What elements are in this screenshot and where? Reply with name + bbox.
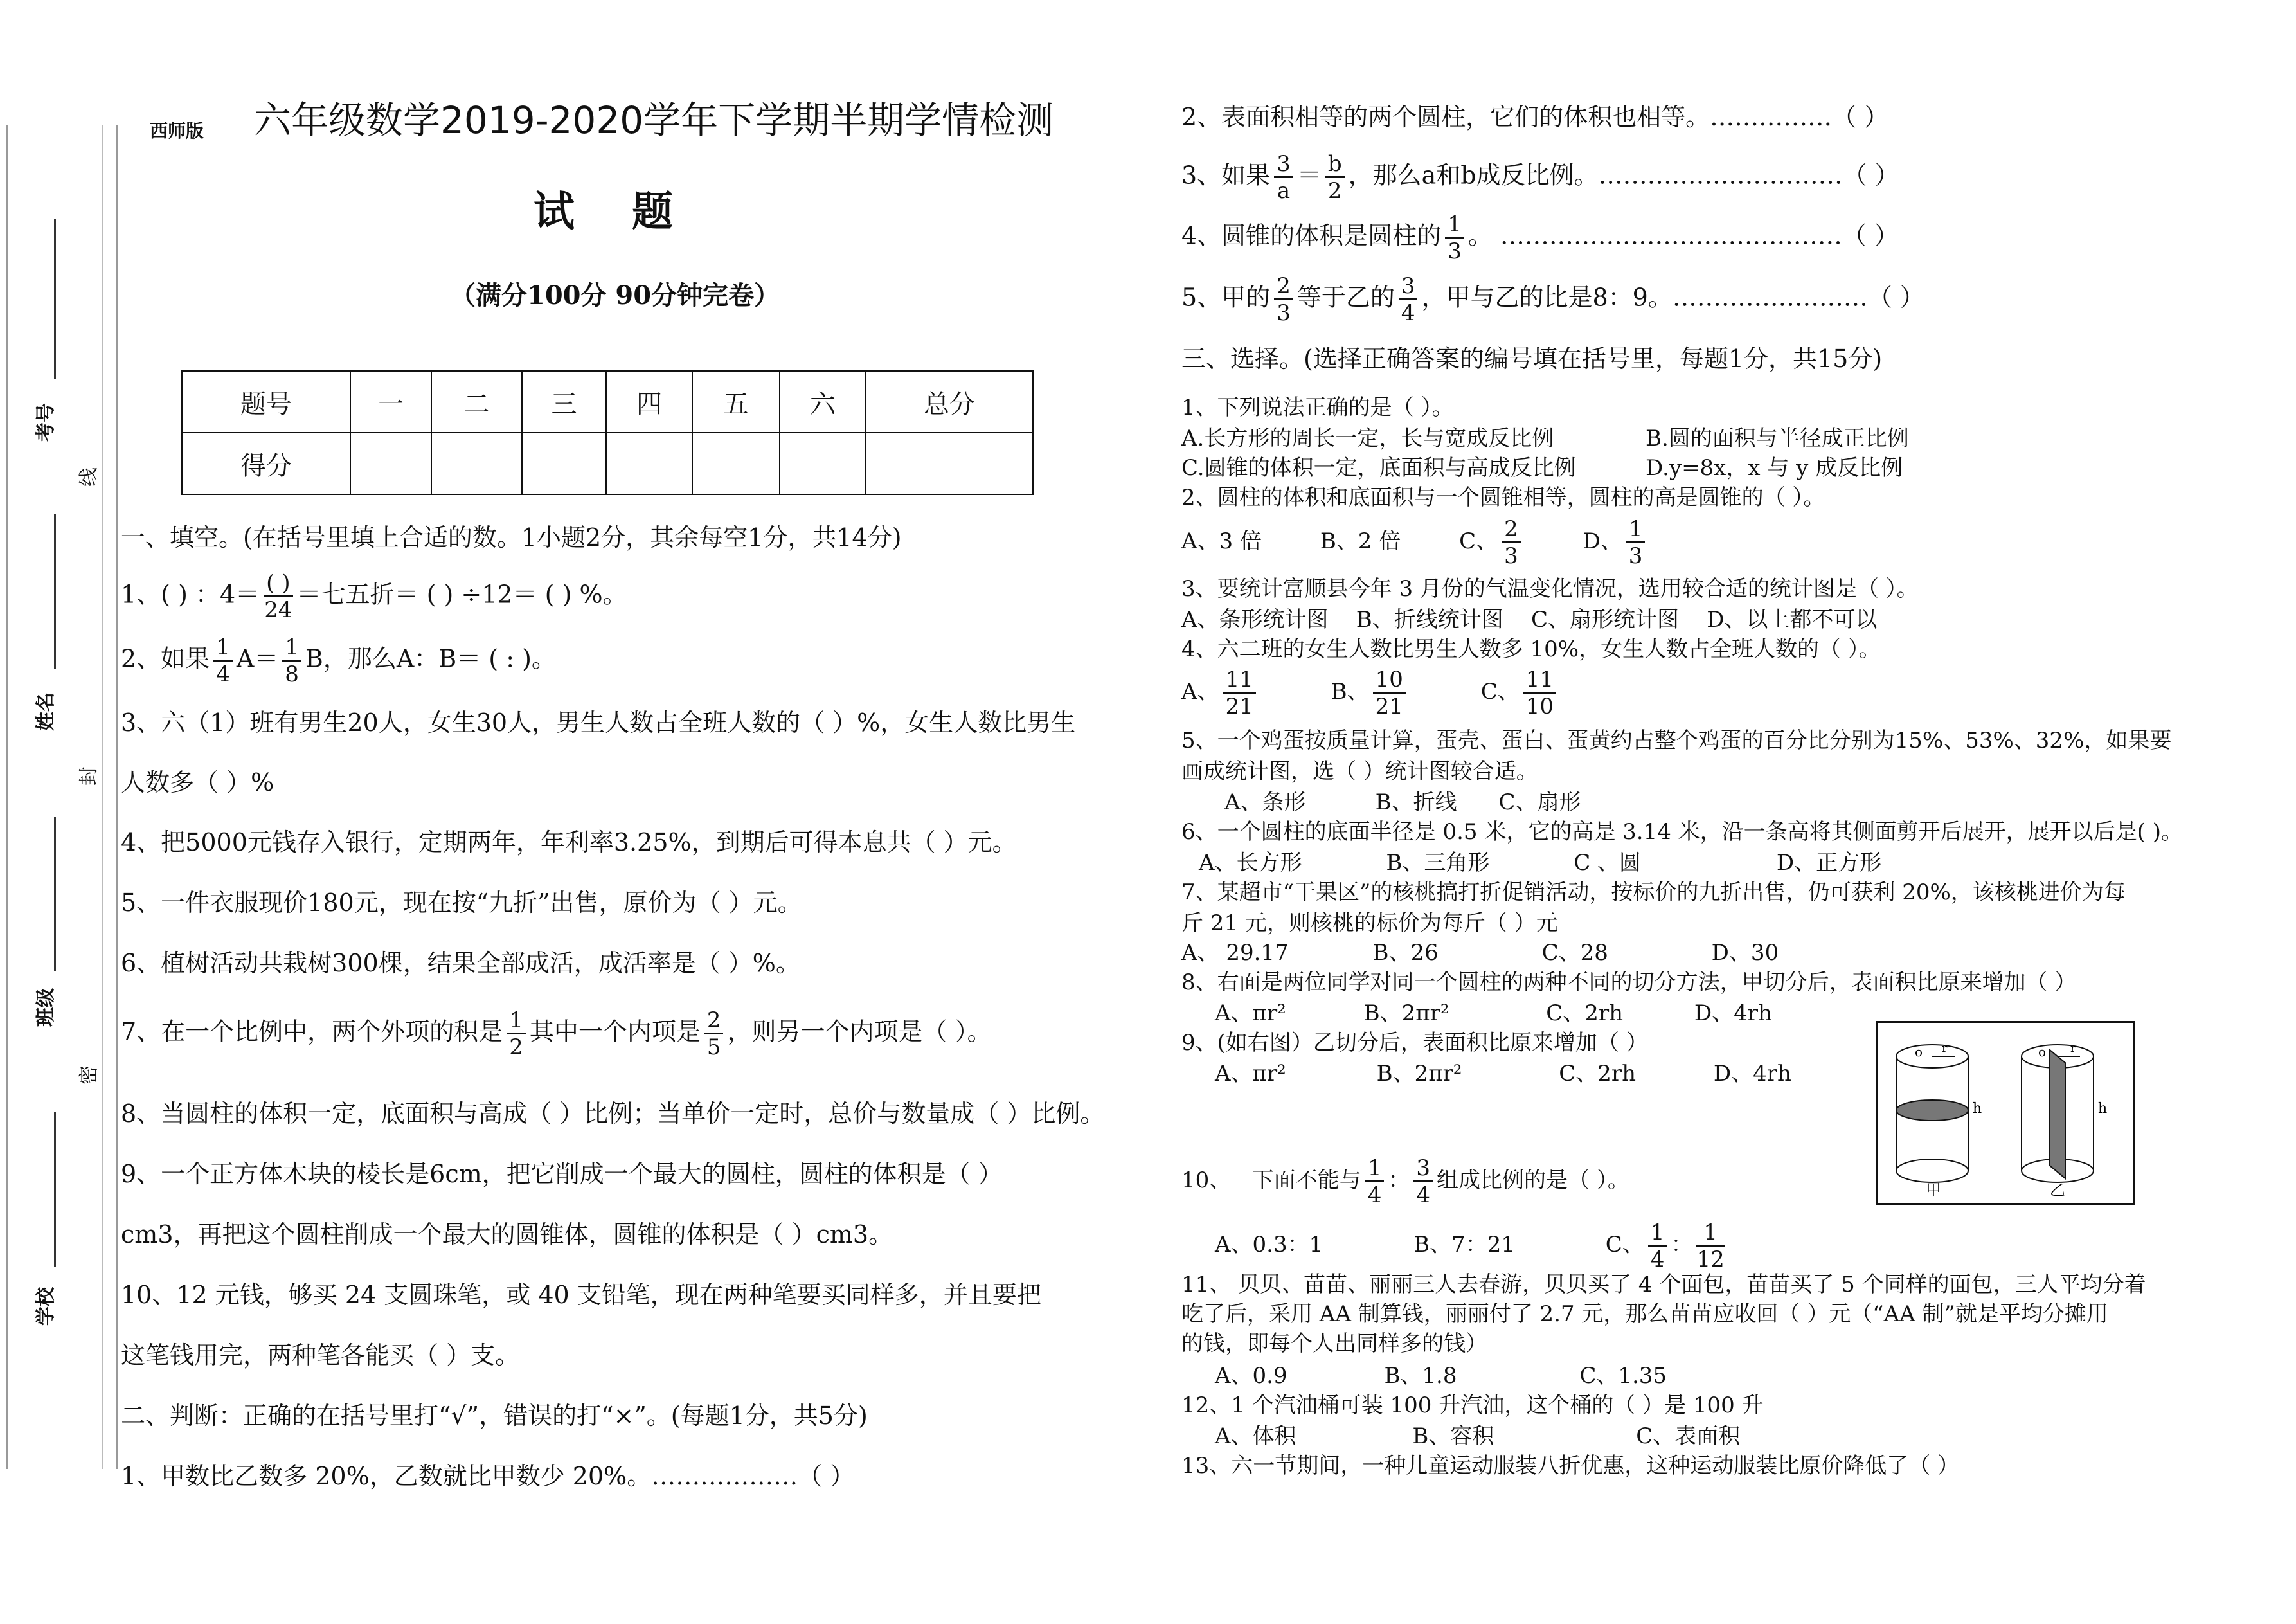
page-title: 六年级数学2019-2020学年下学期半期学情检测 <box>254 98 1054 142</box>
s1-q7-fraction-2 <box>704 1009 724 1058</box>
s1-q2-fraction-2 <box>282 636 301 685</box>
s3-q6-option-d: D、正方形 <box>1776 850 1882 876</box>
binding-label-exam-no: 考号 <box>35 403 57 442</box>
s3-q9-option-d: D、4rh <box>1713 1061 1791 1087</box>
exam-no-blank-line <box>54 219 56 379</box>
edition-label: 西师版 <box>150 120 204 141</box>
s1-q5: 5、一件衣服现价180元，现在按“九折”出售，原价为（ ）元。 <box>121 889 802 917</box>
fraction-numerator: 3 <box>1413 1157 1433 1182</box>
s3-q10-part-c: 组成比例的是（ ）。 <box>1436 1168 1629 1193</box>
s3-q6: 6、一个圆柱的底面半径是 0.5 米，它的高是 3.14 米，沿一条高将其侧面剪开后展开，展开以后是( )。 <box>1181 819 2183 845</box>
binding-label-class: 班级 <box>35 988 57 1027</box>
fraction-numerator: 11 <box>1223 669 1256 694</box>
s3-q7-option-d: D、30 <box>1711 940 1779 966</box>
fraction-denominator: 4 <box>1367 1182 1382 1208</box>
page-subtitle: （满分100分 90分钟完卷） <box>450 280 780 311</box>
page-title-line2: 试 题 <box>534 188 674 236</box>
s3-q1-option-c: C.圆锥的体积一定，底面积与高成反比例 <box>1181 455 1576 481</box>
s3-q4-option-b: B、 <box>1331 679 1369 705</box>
s2-q1: 1、甲数比乙数多 20%，乙数就比甲数少 20%。………………（ ） <box>121 1462 855 1490</box>
s3-q2-option-c: C、 <box>1459 528 1498 554</box>
s3-q11-line3: 的钱，即每个人出同样多的钱） <box>1181 1331 1487 1357</box>
s3-q10-option-c-fraction-1 <box>1648 1222 1667 1270</box>
s3-q9-option-b: B、2πr² <box>1376 1061 1462 1087</box>
s3-q4-option-a: A、 <box>1181 679 1219 705</box>
s3-q10-option-c-fraction-2 <box>1696 1222 1724 1270</box>
s1-q10-line1: 10、12 元钱，够买 24 支圆珠笔，或 40 支铅笔，现在两种笔要买同样多，并且要把 <box>121 1281 1041 1309</box>
fraction-numerator: 1 <box>507 1009 526 1034</box>
fraction-denominator: 10 <box>1525 694 1554 719</box>
s3-q5-options: A、条形 B、折线 C、扇形 <box>1224 789 1581 815</box>
fraction-numerator: 3 <box>1399 275 1418 300</box>
cylinder-cut-figure <box>1876 1021 2135 1205</box>
fraction-numerator: ( ) <box>264 572 292 597</box>
score-cell[interactable] <box>522 433 606 494</box>
s1-q4: 4、把5000元钱存入银行，定期两年，年利率3.25%，到期后可得本息共（ ）元。 <box>121 828 1017 856</box>
fraction-denominator: 4 <box>1416 1182 1430 1208</box>
s3-q4: 4、六二班的女生人数比男生人数多 10%，女生人数占全班人数的（ ）。 <box>1181 636 1881 662</box>
s2-q3-part-b: ＝ <box>1296 161 1322 190</box>
s3-q6-option-a: A、长方形 <box>1199 850 1302 876</box>
s3-q11-option-c: C、1.35 <box>1579 1363 1667 1389</box>
section1-title: 一、填空。(在括号里填上合适的数。1小题2分，其余每空1分，共14分) <box>121 523 902 552</box>
s3-q13: 13、六一节期间，一种儿童运动服装八折优惠，这种运动服装比原价降低了（ ） <box>1181 1453 1960 1479</box>
fraction-numerator: 2 <box>704 1009 724 1034</box>
s1-q7 <box>121 1009 992 1058</box>
s3-q11-line2: 吃了后，采用 AA 制算钱，丽丽付了 2.7 元，那么苗苗应收回（ ）元（“AA 制”就是平均分摊用 <box>1181 1301 2108 1327</box>
binding-label-name: 姓名 <box>35 692 57 731</box>
fraction-numerator: 1 <box>1445 213 1464 239</box>
s1-q1-part-b: ＝七五折＝ ( ) ÷12＝ ( ) %。 <box>296 580 627 609</box>
s1-q7-part-a: 7、在一个比例中，两个外项的积是 <box>121 1017 503 1046</box>
fraction-numerator: 1 <box>1626 518 1646 543</box>
s3-q8-option-c: C、2rh <box>1546 1000 1624 1026</box>
score-table-header-row <box>182 371 1033 433</box>
s3-q1-option-d: D.y=8x，x 与 y 成反比例 <box>1646 455 1903 481</box>
s3-q3: 3、要统计富顺县今年 3 月份的气温变化情况，选用较合适的统计图是（ ）。 <box>1181 576 1919 602</box>
score-cell[interactable] <box>350 433 431 494</box>
center-label: o <box>1915 1044 1923 1060</box>
s3-q7-line1: 7、某超市“干果区”的核桃搞打折促销活动，按标价的九折出售，仍可获利 20%，该核桃进价为每 <box>1181 880 2126 905</box>
binding-border-inner <box>116 125 118 1469</box>
score-header-cell: 三 <box>522 371 606 433</box>
horizontal-cut-section <box>1896 1100 1968 1121</box>
s3-q4-option-a-fraction <box>1223 669 1256 717</box>
s3-q2-option-b: B、2 倍 <box>1320 528 1401 554</box>
s3-q1-option-b: B.圆的面积与半径成正比例 <box>1646 426 1909 451</box>
s1-q1 <box>121 572 627 621</box>
s2-q5 <box>1181 275 1924 324</box>
radius-label: r <box>2070 1042 2076 1055</box>
s3-q10-option-a: A、0.3：1 <box>1215 1232 1323 1258</box>
s2-q3 <box>1181 153 1899 202</box>
fraction-denominator: 21 <box>1225 694 1253 719</box>
s3-q10 <box>1181 1157 1629 1206</box>
cylinder-bottom-ellipse <box>1896 1159 1968 1182</box>
s1-q3-line1: 3、六（1）班有男生20人，女生30人，男生人数占全班人数的（ ）%，女生人数比男生 <box>121 708 1076 737</box>
s3-q9-options <box>1215 1060 1791 1088</box>
s3-q2-option-d: D、 <box>1583 528 1622 554</box>
s3-q3-options: A、条形统计图 B、折线统计图 C、扇形统计图 D、以上都不可以 <box>1181 607 1878 633</box>
s3-q8-option-d: D、4rh <box>1694 1000 1772 1026</box>
s3-q10-options <box>1215 1222 1728 1270</box>
score-header-cell: 一 <box>350 371 431 433</box>
s3-q5-line1: 5、一个鸡蛋按质量计算，蛋壳、蛋白、蛋黄约占整个鸡蛋的百分比分别为15%、53%、32%，如果要 <box>1181 728 2172 753</box>
score-header-cell: 四 <box>606 371 692 433</box>
fraction-numerator: 2 <box>1274 275 1293 300</box>
s3-q8: 8、右面是两位同学对同一个圆柱的两种不同的切分方法，甲切分后，表面积比原来增加（ ） <box>1181 970 2077 995</box>
s1-q10-line2: 这笔钱用完，两种笔各能买（ ）支。 <box>121 1341 520 1369</box>
s3-q10-option-c: C、 <box>1605 1232 1644 1258</box>
fraction-numerator: 11 <box>1523 669 1556 694</box>
height-label: h <box>2098 1101 2108 1117</box>
s3-q7-option-c: C、28 <box>1541 940 1608 966</box>
s3-q12-option-c: C、表面积 <box>1636 1423 1741 1449</box>
s3-q11-option-a: A、0.9 <box>1215 1363 1287 1389</box>
fraction-denominator: 4 <box>1401 300 1415 326</box>
s1-q7-part-c: ，则另一个内项是（ ）。 <box>727 1017 992 1046</box>
s3-q6-options <box>1199 849 1881 877</box>
s1-q2-part-a: 2、如果 <box>121 644 210 673</box>
binding-label-school: 学校 <box>35 1287 57 1326</box>
radius-label: r <box>1942 1042 1948 1055</box>
fraction-denominator: a <box>1277 178 1291 204</box>
fraction-denominator: 21 <box>1375 694 1403 719</box>
fraction-numerator: b <box>1325 153 1345 178</box>
s2-q3-part-c: ，那么a和b成反比例。…………………………（ ） <box>1348 161 1899 190</box>
score-header-cell: 题号 <box>182 371 350 433</box>
fraction-denominator: 8 <box>285 662 299 687</box>
fraction-denominator: 4 <box>216 662 230 687</box>
s3-q8-option-a: A、πr² <box>1215 1000 1286 1026</box>
s1-q2-part-c: B，那么A：B＝ ( : )。 <box>305 644 556 673</box>
fraction-numerator: 2 <box>1502 518 1521 543</box>
score-header-cell: 总分 <box>866 371 1033 433</box>
s3-q9-option-c: C、2rh <box>1559 1061 1637 1087</box>
score-cell[interactable] <box>692 433 780 494</box>
figure-label-jia: 甲 <box>1926 1181 1941 1199</box>
s3-q4-options <box>1181 669 1560 717</box>
s3-q12-option-a: A、体积 <box>1215 1423 1296 1449</box>
s2-q3-fraction-1 <box>1274 153 1293 202</box>
fraction-numerator: 1 <box>1648 1222 1667 1247</box>
s3-q1: 1、下列说法正确的是（ ）。 <box>1181 395 1454 420</box>
s2-q4-fraction <box>1445 213 1464 262</box>
s1-q1-fraction <box>264 572 292 621</box>
s2-q5-part-b: 等于乙的 <box>1296 283 1395 312</box>
s3-q10-option-b: B、7：21 <box>1413 1232 1515 1258</box>
s1-q9-line1: 9、一个正方体木块的棱长是6cm，把它削成一个最大的圆柱，圆柱的体积是（ ） <box>121 1160 1003 1188</box>
s3-q12: 12、1 个汽油桶可装 100 升汽油，这个桶的（ ）是 100 升 <box>1181 1393 1764 1418</box>
fraction-denominator: 4 <box>1650 1247 1665 1272</box>
fraction-denominator: 2 <box>509 1034 523 1060</box>
name-blank-line <box>54 514 56 669</box>
s3-q7-line2: 斤 21 元，则核桃的标价为每斤（ ）元 <box>1181 910 1558 936</box>
s1-q2 <box>121 636 556 685</box>
s3-q10-fraction-2 <box>1413 1157 1433 1206</box>
class-blank-line <box>54 817 56 971</box>
s3-q2-option-c-fraction <box>1502 518 1521 567</box>
s3-q10-fraction-1 <box>1365 1157 1385 1206</box>
s2-q4 <box>1181 213 1899 262</box>
fraction-numerator: 1 <box>1365 1157 1385 1182</box>
s2-q5-fraction-1 <box>1274 275 1293 324</box>
binding-cut-line <box>102 125 103 1469</box>
fraction-numerator: 1 <box>213 636 233 662</box>
center-label: o <box>2038 1044 2047 1060</box>
s2-q5-part-a: 5、甲的 <box>1181 283 1271 312</box>
section3-title: 三、选择。(选择正确答案的编号填在括号里，每题1分，共15分) <box>1181 345 1883 373</box>
s3-q11-options <box>1215 1362 1667 1390</box>
section2-title: 二、判断：正确的在括号里打“√”，错误的打“×”。(每题1分，共5分) <box>121 1402 868 1430</box>
fraction-denominator: 5 <box>706 1034 721 1060</box>
s1-q3-line2: 人数多（ ）% <box>121 768 274 797</box>
s3-q2-option-a: A、3 倍 <box>1181 528 1262 554</box>
fraction-denominator: 3 <box>1448 239 1462 264</box>
s1-q9-line2: cm3，再把这个圆柱削成一个最大的圆锥体，圆锥的体积是（ ）cm3。 <box>121 1220 893 1249</box>
binding-mark-secret: 密 <box>78 1065 100 1085</box>
fraction-numerator: 10 <box>1373 669 1406 694</box>
fraction-denominator: 12 <box>1696 1247 1725 1272</box>
s3-q9: 9、(如右图）乙切分后，表面积比原来增加（ ） <box>1181 1030 1648 1056</box>
fraction-denominator: 2 <box>1327 178 1342 204</box>
binding-border-outer <box>6 125 8 1469</box>
s3-q2: 2、圆柱的体积和底面积与一个圆锥相等，圆柱的高是圆锥的（ ）。 <box>1181 485 1825 510</box>
s2-q4-part-a: 4、圆锥的体积是圆柱的 <box>1181 221 1442 250</box>
s3-q6-option-c: C 、圆 <box>1574 850 1642 876</box>
fraction-denominator: 24 <box>264 597 292 623</box>
s1-q6: 6、植树活动共栽树300棵，结果全部成活，成活率是（ ）%。 <box>121 949 800 977</box>
s3-q4-option-b-fraction <box>1373 669 1406 717</box>
s3-q1-option-a: A.长方形的周长一定，长与宽成反比例 <box>1181 426 1554 451</box>
cylinders-svg <box>1878 1023 2133 1203</box>
binding-mark-line: 线 <box>78 467 100 487</box>
s3-q12-option-b: B、容积 <box>1412 1423 1494 1449</box>
s1-q7-part-b: 其中一个内项是 <box>529 1017 701 1046</box>
fraction-numerator: 3 <box>1274 153 1293 178</box>
score-table <box>181 370 1034 495</box>
s2-q3-part-a: 3、如果 <box>1181 161 1271 190</box>
s3-q6-option-b: B、三角形 <box>1386 850 1490 876</box>
s3-q2-options <box>1181 518 1649 567</box>
s3-q4-option-c: C、 <box>1480 679 1520 705</box>
s1-q7-fraction-1 <box>507 1009 526 1058</box>
score-header-cell: 二 <box>431 371 522 433</box>
s2-q5-part-c: ，甲与乙的比是8：9。……………………（ ） <box>1421 283 1924 312</box>
score-cell[interactable] <box>866 433 1033 494</box>
s2-q4-part-b: 。 ……………………………………（ ） <box>1467 221 1899 250</box>
score-cell[interactable] <box>606 433 692 494</box>
score-table-score-row <box>182 433 1033 494</box>
vertical-cut-section <box>2050 1050 2065 1178</box>
fraction-numerator: 1 <box>1696 1222 1724 1247</box>
s1-q8: 8、当圆柱的体积一定，底面积与高成（ ）比例；当单价一定时，总价与数量成（ ）比例。 <box>121 1099 1105 1128</box>
s2-q2: 2、表面积相等的两个圆柱，它们的体积也相等。……………（ ） <box>1181 103 1889 131</box>
s3-q2-option-d-fraction <box>1626 518 1646 567</box>
s3-q5-line2: 画成统计图，选（ ）统计图较合适。 <box>1181 759 1538 784</box>
s1-q2-part-b: A＝ <box>236 644 279 673</box>
fraction-numerator: 1 <box>282 636 301 662</box>
s3-q9-option-a: A、πr² <box>1215 1061 1286 1087</box>
s2-q3-fraction-2 <box>1325 153 1345 202</box>
score-cell[interactable] <box>431 433 522 494</box>
binding-mark-seal: 封 <box>78 766 100 786</box>
s1-q1-part-a: 1、( ) ：4＝ <box>121 580 260 609</box>
s1-q2-fraction-1 <box>213 636 233 685</box>
fraction-denominator: 3 <box>1504 543 1518 569</box>
s2-q5-fraction-2 <box>1399 275 1418 324</box>
ratio-separator: ： <box>1671 1232 1693 1258</box>
score-row-label: 得分 <box>182 433 350 494</box>
s3-q10-part-b: ： <box>1388 1168 1410 1193</box>
score-cell[interactable] <box>780 433 866 494</box>
s3-q7-option-b: B、26 <box>1372 940 1439 966</box>
score-header-cell: 五 <box>692 371 780 433</box>
s3-q8-option-b: B、2πr² <box>1363 1000 1449 1026</box>
height-label: h <box>1973 1101 1982 1117</box>
s3-q11-option-b: B、1.8 <box>1384 1363 1457 1389</box>
score-header-cell: 六 <box>780 371 866 433</box>
s3-q4-option-c-fraction <box>1523 669 1556 717</box>
s3-q10-part-a: 10、 下面不能与 <box>1181 1168 1361 1193</box>
figure-label-yi: 乙 <box>2050 1181 2065 1199</box>
s3-q8-options <box>1215 999 1772 1027</box>
s3-q12-options <box>1215 1422 1740 1450</box>
s3-q7-options <box>1181 939 1779 967</box>
s3-q7-option-a: A、 29.17 <box>1181 940 1289 966</box>
school-blank-line <box>54 1112 56 1267</box>
s3-q11-line1: 11、 贝贝、苗苗、丽丽三人去春游，贝贝买了 4 个面包，苗苗买了 5 个同样的面包，三人平均分着 <box>1181 1272 2146 1297</box>
fraction-denominator: 3 <box>1628 543 1643 569</box>
fraction-denominator: 3 <box>1277 300 1291 326</box>
